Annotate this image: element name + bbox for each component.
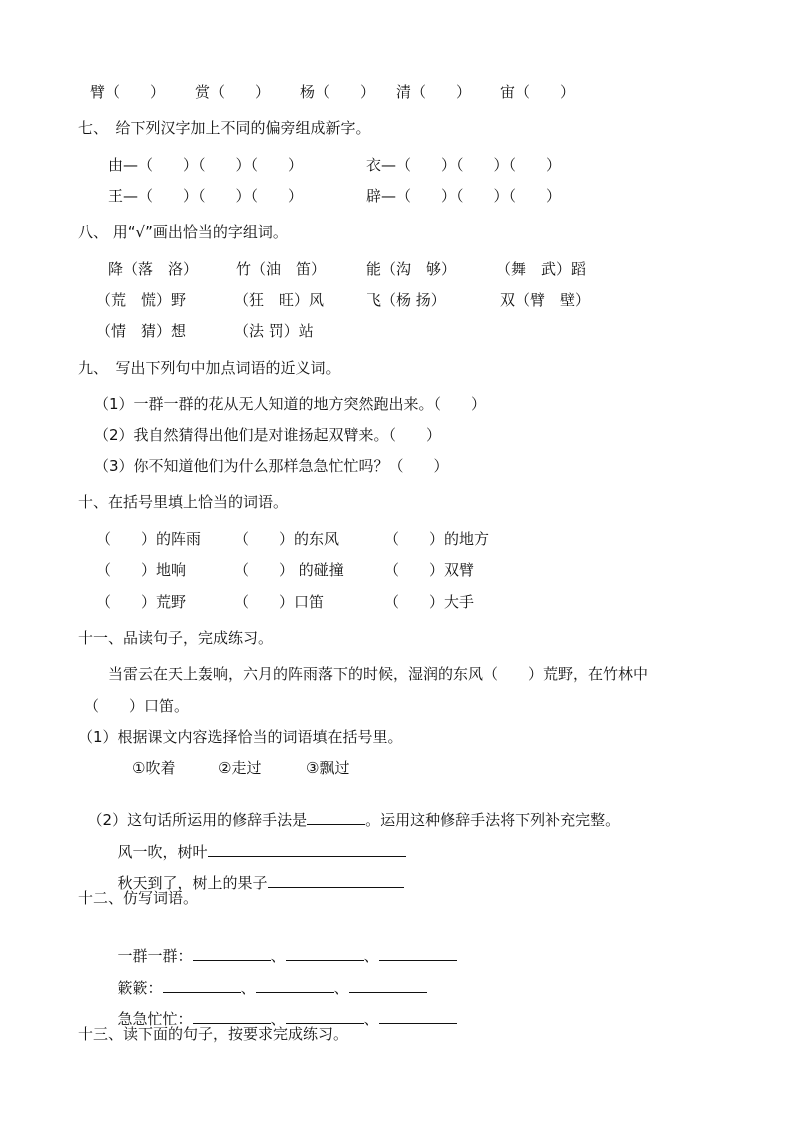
choice-item: 能（沟 够） xyxy=(366,260,457,278)
q9-item: （2）我自然猜得出他们是对谁扬起双臂来。（ ） xyxy=(94,426,442,444)
choice-item: （狂 旺）风 xyxy=(234,291,325,309)
choice-item: （舞 武）蹈 xyxy=(496,260,587,278)
fill-char: 宙（ ） xyxy=(500,83,576,101)
imitation-label: 簌簌： xyxy=(117,979,163,997)
fill-char: 臂（ ） xyxy=(90,83,166,101)
fill-char: 赏（ ） xyxy=(195,83,271,101)
option-item: ②走过 xyxy=(218,759,262,777)
separator: 、 xyxy=(270,1010,286,1028)
imitation-line xyxy=(108,988,457,1029)
imitation-label: 一群一群： xyxy=(117,947,193,965)
fill-prompt: 风一吹，树叶 xyxy=(117,843,208,861)
q11-sub2-after: 。运用这种修辞手法将下列补充完整。 xyxy=(365,811,621,829)
choice-item: （荒 慌）野 xyxy=(96,291,187,309)
q10-title: 十、在括号里填上恰当的词语。 xyxy=(78,493,289,511)
phrase-item: （ ）口笛 xyxy=(234,593,325,611)
fill-prompt: 秋天到了，树上的果子 xyxy=(117,874,268,892)
phrase-item: （ ）荒野 xyxy=(96,593,187,611)
option-item: ③飘过 xyxy=(306,759,350,777)
imitation-label: 急急忙忙： xyxy=(117,1010,193,1028)
fill-char: 杨（ ） xyxy=(300,83,376,101)
separator: 、 xyxy=(363,1010,379,1028)
option-item: ①吹着 xyxy=(132,759,176,777)
phrase-item: （ ）大手 xyxy=(384,593,475,611)
fill-char: 清（ ） xyxy=(396,83,472,101)
radical-row: 辟—（ ）（ ）（ ） xyxy=(366,187,562,205)
phrase-item: （ ）的阵雨 xyxy=(96,530,202,548)
choice-item: （情 猜）想 xyxy=(96,322,187,340)
answer-blank[interactable] xyxy=(268,872,404,888)
phrase-item: （ ）双臂 xyxy=(384,561,475,579)
q7-title: 七、 给下列汉字加上不同的偏旁组成新字。 xyxy=(78,119,371,137)
answer-blank[interactable] xyxy=(193,1008,271,1024)
q12-title: 十二、仿写词语。 xyxy=(78,889,199,907)
choice-item: （法 罚）站 xyxy=(234,322,314,340)
q11-sub2-before: （2）这句话所运用的修辞手法是 xyxy=(87,811,308,829)
separator: 、 xyxy=(333,979,349,997)
separator: 、 xyxy=(240,979,256,997)
q8-title: 八、 用“√”画出恰当的字组词。 xyxy=(78,223,288,241)
choice-item: 飞（杨 扬） xyxy=(366,291,446,309)
q9-title: 九、 写出下列句中加点词语的近义词。 xyxy=(78,359,341,377)
phrase-item: （ ） 的碰撞 xyxy=(234,561,344,579)
fill-line xyxy=(108,852,404,893)
phrase-item: （ ）的东风 xyxy=(234,530,340,548)
passage-line: 当雷云在天上轰响，六月的阵雨落下的时候，湿润的东风（ ）荒野，在竹林中 xyxy=(108,665,649,683)
choice-item: 双（臂 壁） xyxy=(500,291,591,309)
radical-row: 衣—（ ）（ ）（ ） xyxy=(366,156,562,174)
phrase-item: （ ）地响 xyxy=(96,561,187,579)
radical-row: 由—（ ）（ ）（ ） xyxy=(108,156,304,174)
q13-title: 十三、读下面的句子，按要求完成练习。 xyxy=(78,1025,349,1043)
separator: 、 xyxy=(270,947,286,965)
passage-line: （ ）口笛。 xyxy=(84,697,190,715)
choice-item: 竹（油 笛） xyxy=(236,260,327,278)
answer-blank[interactable] xyxy=(379,1008,457,1024)
separator: 、 xyxy=(363,947,379,965)
q11-sub1: （1）根据课文内容选择恰当的词语填在括号里。 xyxy=(78,728,403,746)
q9-item: （1）一群一群的花从无人知道的地方突然跑出来。（ ） xyxy=(94,395,487,413)
answer-blank[interactable] xyxy=(286,1008,364,1024)
q9-item: （3）你不知道他们为什么那样急急忙忙吗？（ ） xyxy=(94,457,449,475)
phrase-item: （ ）的地方 xyxy=(384,530,490,548)
q11-title: 十一、品读句子，完成练习。 xyxy=(78,629,274,647)
choice-item: 降（落 洛） xyxy=(108,260,199,278)
radical-row: 王—（ ）（ ）（ ） xyxy=(108,187,304,205)
